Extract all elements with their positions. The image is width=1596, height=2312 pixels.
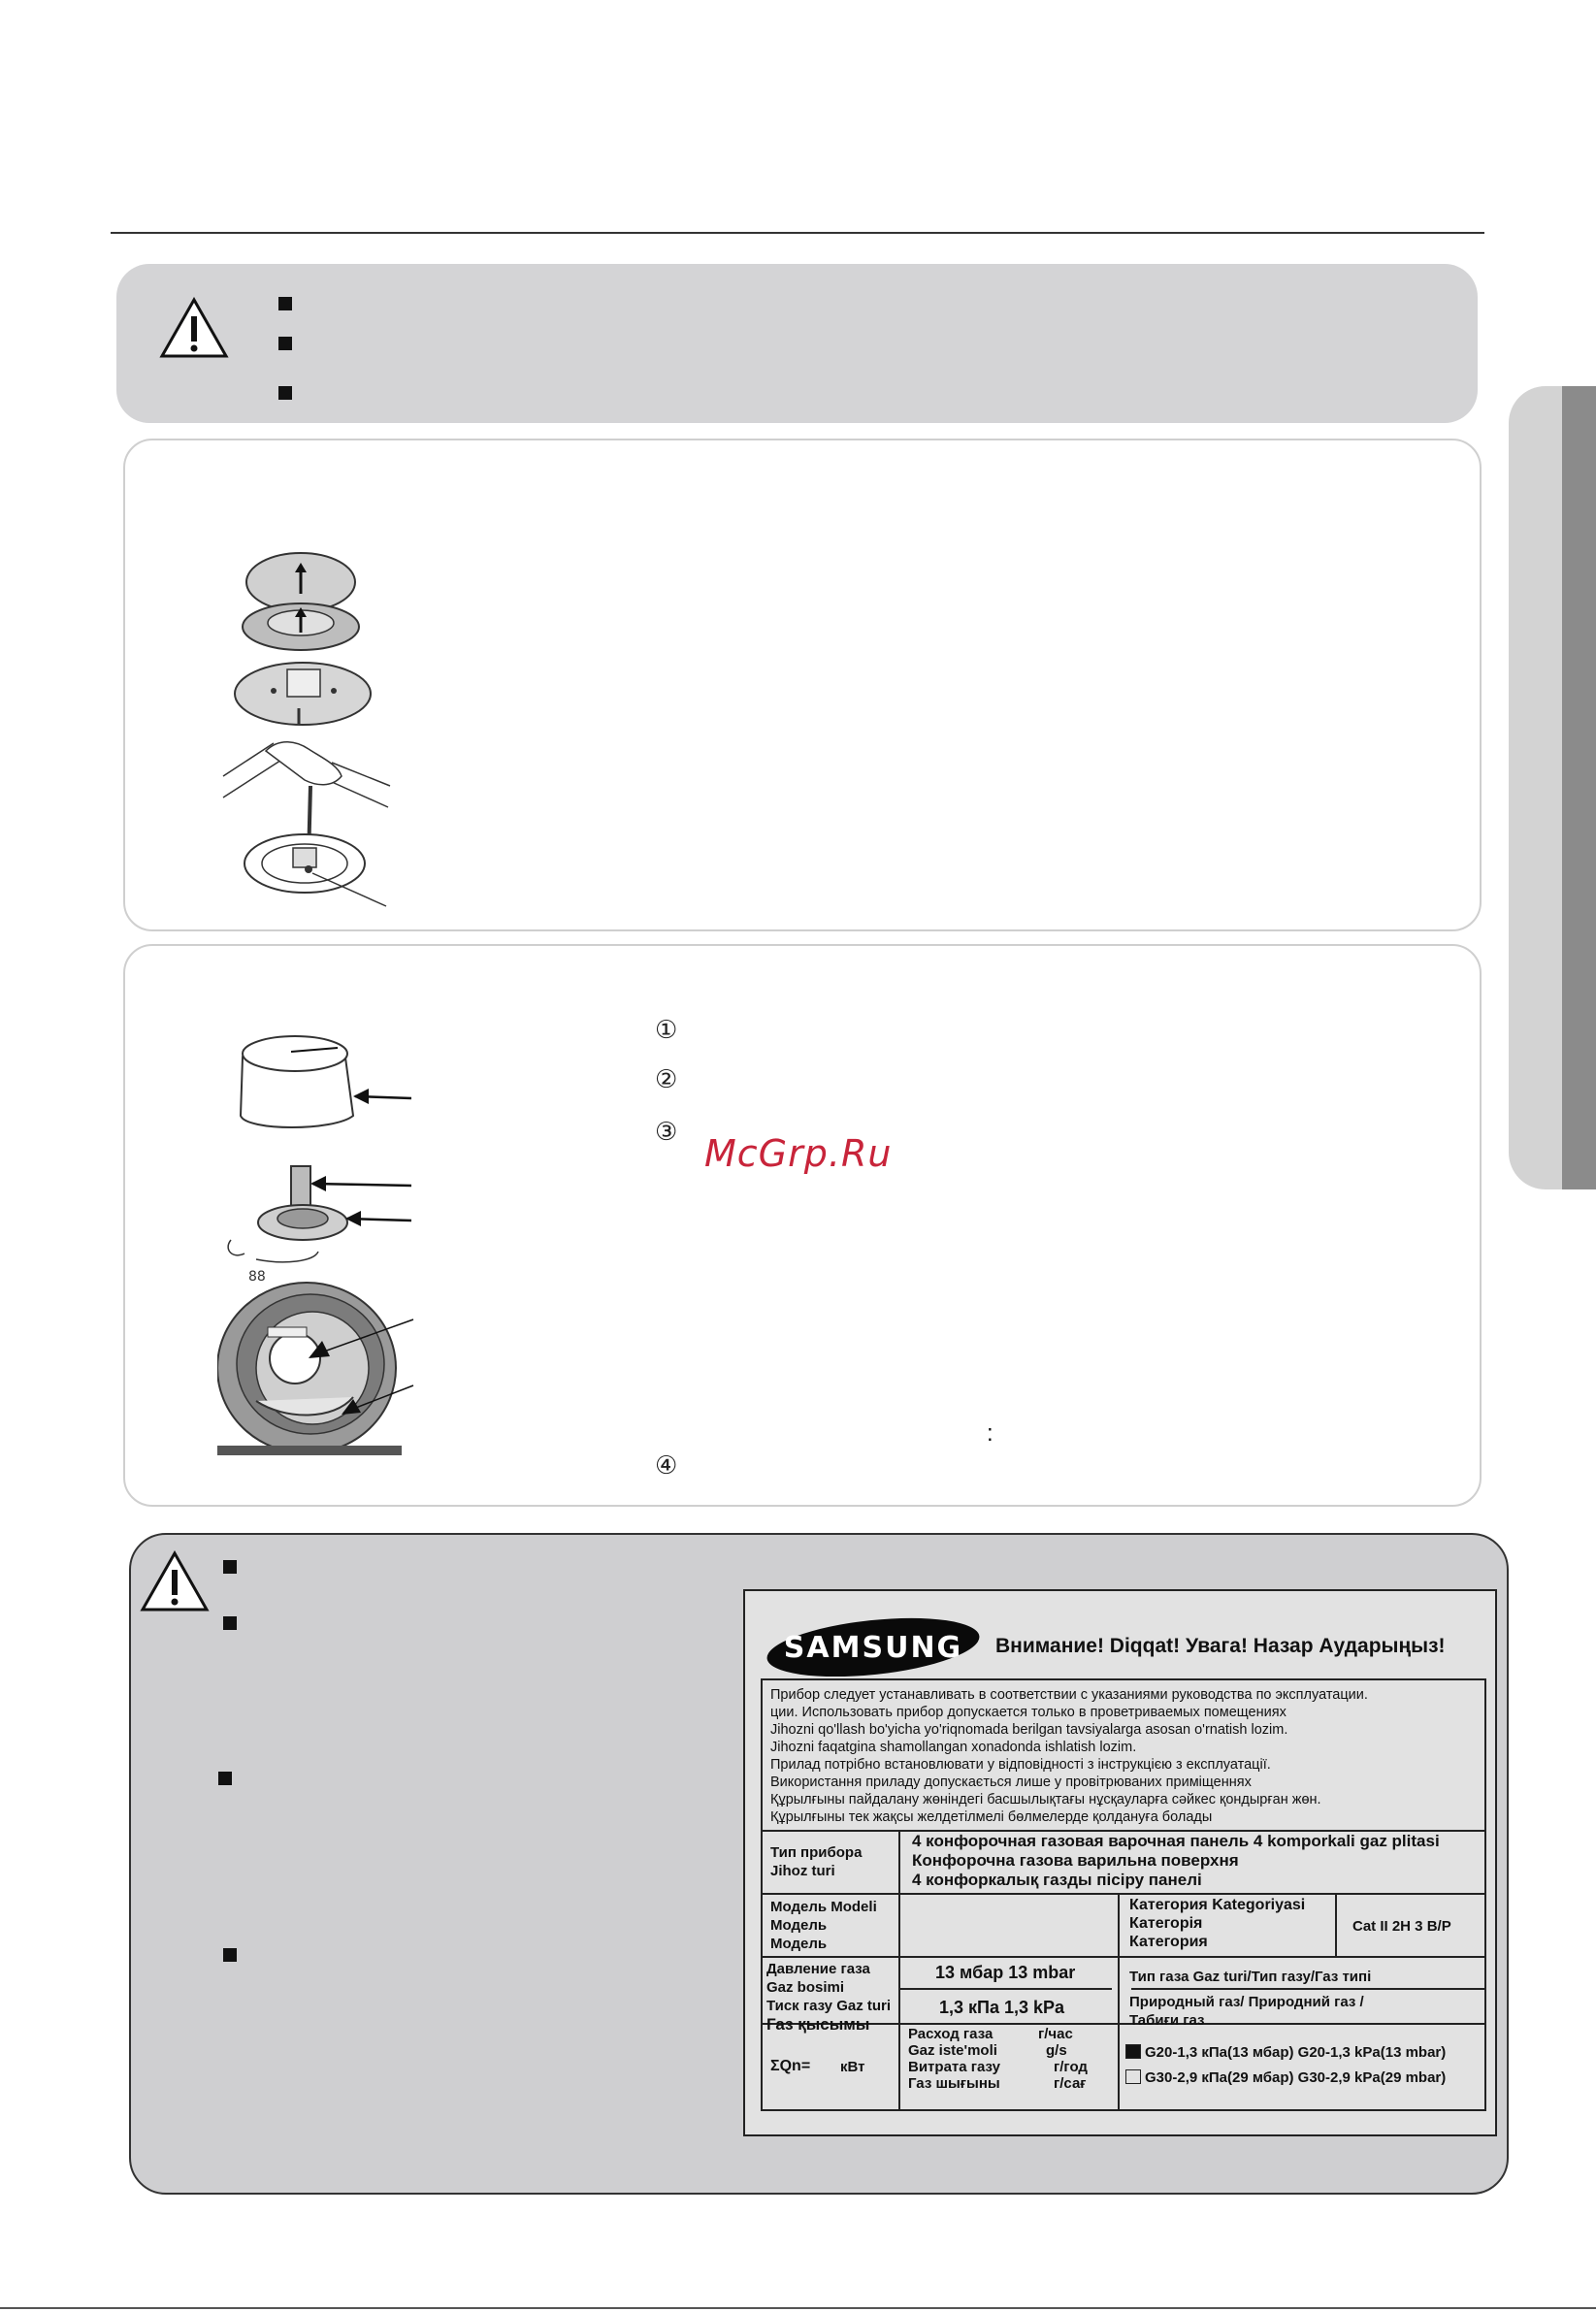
bullet-square xyxy=(223,1560,237,1574)
side-tab-bar xyxy=(1562,386,1596,1189)
gas-option-g30: G30-2,9 кПа(29 мбар) G30-2,9 kPa(29 mbar) xyxy=(1125,2068,1446,2087)
note-line: Використання приладу допускається лише у провітрюваних приміщеннях xyxy=(770,1775,1252,1790)
rating-plate xyxy=(743,1589,1497,2136)
category-label: Категория Kategoriyasi Категорія Категория xyxy=(1129,1897,1306,1950)
note-line: ции. Использовать прибор допускается только в проветриваемых помещениях xyxy=(770,1705,1287,1720)
bullet-square xyxy=(278,297,292,310)
pressure-label: Давление газа Gaz bosimi Тиск газу Gaz turi Газ қысымы xyxy=(766,1961,892,2034)
bullet-square xyxy=(223,1616,237,1630)
power-label: ΣQn= xyxy=(770,2058,811,2074)
note-line: Jihozni qo'llash bo'yicha yo'riqnomada berilgan tavsiyalarga asosan o'rnatish lozim. xyxy=(770,1722,1288,1738)
logo-text: SAMSUNG xyxy=(783,1631,963,1665)
step-number-1: ① xyxy=(655,1016,678,1045)
svg-text:88: 88 xyxy=(248,1269,266,1285)
header-rule xyxy=(111,232,1484,234)
step-number-4: ④ xyxy=(655,1451,678,1481)
note-line: Прибор следует устанавливать в соответствии с указаниями руководства по эксплуатации. xyxy=(770,1687,1368,1703)
safety-notes xyxy=(770,1686,1368,1826)
samsung-logo xyxy=(765,1614,982,1677)
bullet-square xyxy=(278,386,292,400)
note-line: Құрылғыны тек жақсы желдетілмелі бөлмелерде қолдануға болады xyxy=(770,1809,1213,1825)
note-line: Прилад потрібно встановлювати у відповідності з інструкцією з експлуатації. xyxy=(770,1757,1271,1773)
gas-type-label: Тип газа Gaz turi/Тип газу/Газ типі xyxy=(1129,1969,1372,1985)
power-unit: кВт xyxy=(840,2059,865,2075)
table-rule xyxy=(898,1830,900,2109)
colon-mark: : xyxy=(987,1420,993,1447)
table-rule xyxy=(1118,1893,1120,2109)
consumption-units: г/час g/s г/год г/сағ xyxy=(1038,2026,1088,2092)
consumption-names: Расход газа Gaz iste'moli Витрата газу Газ шығыны xyxy=(908,2026,1000,2092)
bullet-square xyxy=(218,1772,232,1785)
step-number-2: ② xyxy=(655,1065,678,1094)
category-value: Cat II 2H 3 B/P xyxy=(1352,1918,1451,1935)
table-rule xyxy=(898,1988,1112,1990)
type-label: Тип прибора Jihoz turi xyxy=(770,1844,863,1879)
watermark-text: McGrp.Ru xyxy=(704,1132,893,1175)
knob-valve-illustration xyxy=(217,1028,421,1465)
footer-rule xyxy=(0,2307,1596,2309)
model-label: Модель Modeli Модель Модель xyxy=(770,1899,877,1952)
gas-option-g20: G20-1,3 кПа(13 мбар) G20-1,3 kPa(13 mbar) xyxy=(1125,2043,1446,2062)
pressure-mbar: 13 мбар 13 mbar xyxy=(935,1963,1076,1982)
warning-icon xyxy=(159,297,229,359)
note-line: Jihozni faqatgina shamollangan xonadonda ishlatish lozim. xyxy=(770,1740,1137,1755)
rating-plate-table xyxy=(761,1678,1486,2111)
checkbox-empty-icon xyxy=(1125,2069,1141,2084)
step-number-3: ③ xyxy=(655,1118,678,1147)
attention-heading: Внимание! Diqqat! Увага! Назар Аударыңыз! xyxy=(995,1635,1446,1657)
burner-assembly-illustration xyxy=(215,543,400,912)
table-rule xyxy=(763,1956,1484,1958)
pressure-kpa: 1,3 кПа 1,3 kPa xyxy=(939,1998,1065,2017)
warning-box-top xyxy=(116,264,1478,423)
note-line: Құрылғыны пайдалану жөніндегі басшылықтағы нұсқауларға сәйкес қондырған жөн. xyxy=(770,1792,1321,1807)
table-rule xyxy=(1335,1893,1337,1956)
bullet-square xyxy=(278,337,292,350)
warning-icon xyxy=(140,1550,210,1612)
table-rule xyxy=(763,1893,1484,1895)
type-value: 4 конфорочная газовая варочная панель 4 komporkali gaz plitasi Конфорочна газова варильна поверхня 4 конфоркалық газды пісіру панелі xyxy=(912,1832,1440,1889)
gas-type-value: Природный газ/ Природний газ / Табиғи газ xyxy=(1129,1994,1364,2029)
checkbox-checked-icon xyxy=(1125,2044,1141,2059)
bullet-square xyxy=(223,1948,237,1962)
table-rule xyxy=(1131,1988,1484,1990)
